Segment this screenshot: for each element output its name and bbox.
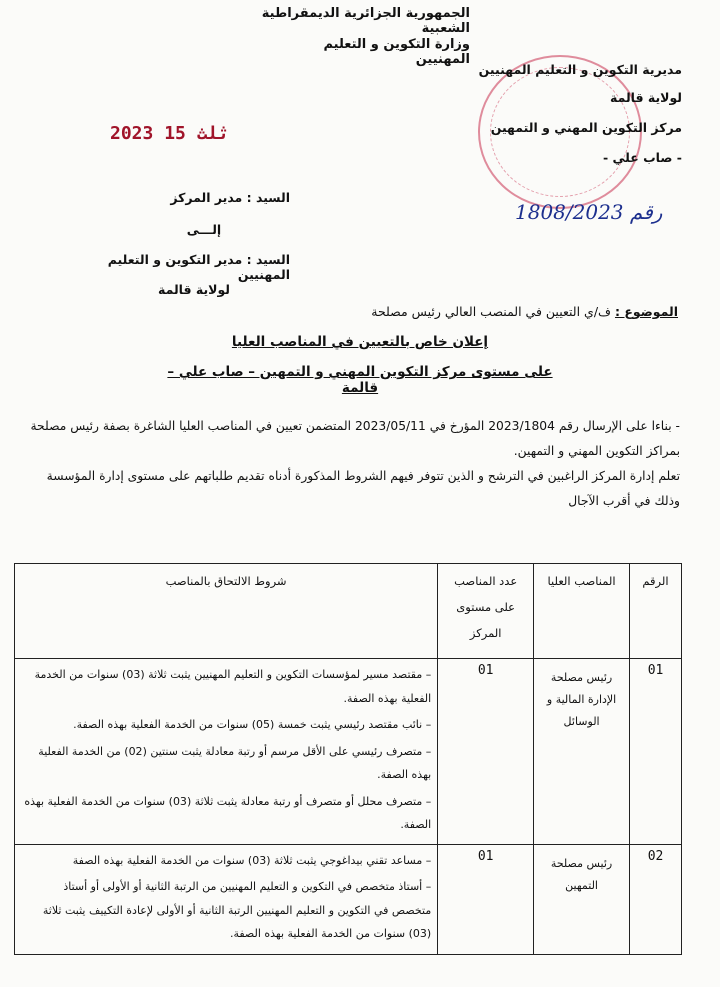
header-count: عدد المناصب على مستوى المركز [438, 564, 534, 659]
announcement-subtitle: على مستوى مركز التكوين المهني و التمهين – صاب علي – قالمة [167, 364, 553, 396]
sender-directorate: مديرية التكوين و التعليم المهنيين [478, 62, 682, 77]
table-header-row [15, 564, 682, 659]
subject-label: الموضوع : [614, 304, 678, 319]
row-conditions [15, 844, 438, 954]
row-post: رئيس مصلحة الإدارة المالية و الوسائل [534, 659, 630, 845]
body-text [20, 414, 680, 514]
republic-header: الجمهورية الجزائرية الديمقراطية الشعبية [261, 6, 470, 36]
sender-wilaya: لولاية قالمة [610, 90, 682, 105]
condition-item: – مساعد تقني بيداغوجي يثبت ثلاثة (03) سنوات من الخدمة الفعلية بهذه الصفة [72, 853, 432, 867]
condition-item: – متصرف رئيسي على الأقل مرسم أو رتبة معادلة يثبت سنتين (02) من الخدمة الفعلية بهذه الصفة. [38, 744, 432, 781]
from-line: السيد : مدير المركز [170, 190, 290, 205]
row-count: 01 [438, 659, 534, 845]
announcement-title: إعلان خاص بالتعيين في المناصب العليا [231, 334, 489, 350]
condition-item: – أستاذ متخصص في التكوين و التعليم المهنيين من الرتبة الثانية أو الأولى أو أستاذ متخصص في التكوين و التعليم المهنيين الرتبة الثانية أو الأولى لإعادة التكييف يثبت ثلاثة (03) سنوات من الخدمة الفعلية بهذه الصفة. [42, 880, 432, 940]
table-row [15, 659, 682, 845]
body-paragraph-1: - بناءا على الإرسال رقم 2023/1804 المؤرخ في 2023/05/11 المتضمن تعيين في المناصب العليا الشاغرة بصفة رئيس مصلحة بمراكز التكوين المهني و التمهين. [30, 419, 680, 458]
row-count: 01 [438, 844, 534, 954]
reference-label: رقم [629, 200, 663, 224]
header-post: المناصب العليا [534, 564, 630, 659]
to-label: إلـــى [186, 222, 222, 237]
positions-table [14, 563, 682, 955]
condition-item: – مقتصد مسير لمؤسسات التكوين و التعليم المهنيين يثبت ثلاثة (03) سنوات من الخدمة الفعلية بهذه الصفة. [34, 668, 432, 705]
body-paragraph-2: تعلم إدارة المركز الراغبين في الترشح و الذين تتوفر فيهم الشروط المذكورة أدناه تقديم طلباتهم على مستوى إدارة المؤسسة وذلك في أقرب الآجال [46, 469, 680, 508]
subject-line [250, 304, 678, 319]
subject-text: ف/ي التعيين في المنصب العالي رئيس مصلحة [371, 304, 611, 319]
addressee-wilaya: لولاية قالمة [158, 282, 230, 297]
row-conditions [15, 659, 438, 845]
header-number: الرقم [630, 564, 682, 659]
table-row [15, 844, 682, 954]
condition-item: – متصرف محلل أو متصرف أو رتبة معادلة يثبت ثلاثة (03) سنوات من الخدمة الفعلية بهذه الصفة. [24, 794, 432, 831]
addressee-line: السيد : مدير التكوين و التعليم المهنيين [107, 252, 290, 282]
reference-number [515, 200, 665, 224]
ministry-header: وزارة التكوين و التعليم المهنيين [323, 37, 470, 67]
reference-value: 1808/2023 [515, 200, 624, 224]
condition-item: – نائب مقتصد رئيسي يثبت خمسة (05) سنوات من الخدمة الفعلية بهذه الصفة. [73, 718, 432, 731]
row-number: 02 [630, 844, 682, 954]
date-stamp: 2023 ثلث 15 [110, 123, 230, 144]
sender-center: مركز التكوين المهني و التمهين [490, 120, 682, 135]
row-number: 01 [630, 659, 682, 845]
sender-location: - صاب علي - [602, 150, 682, 165]
header-conditions: شروط الالتحاق بالمناصب [15, 564, 438, 659]
row-post: رئيس مصلحة التمهين [534, 844, 630, 954]
